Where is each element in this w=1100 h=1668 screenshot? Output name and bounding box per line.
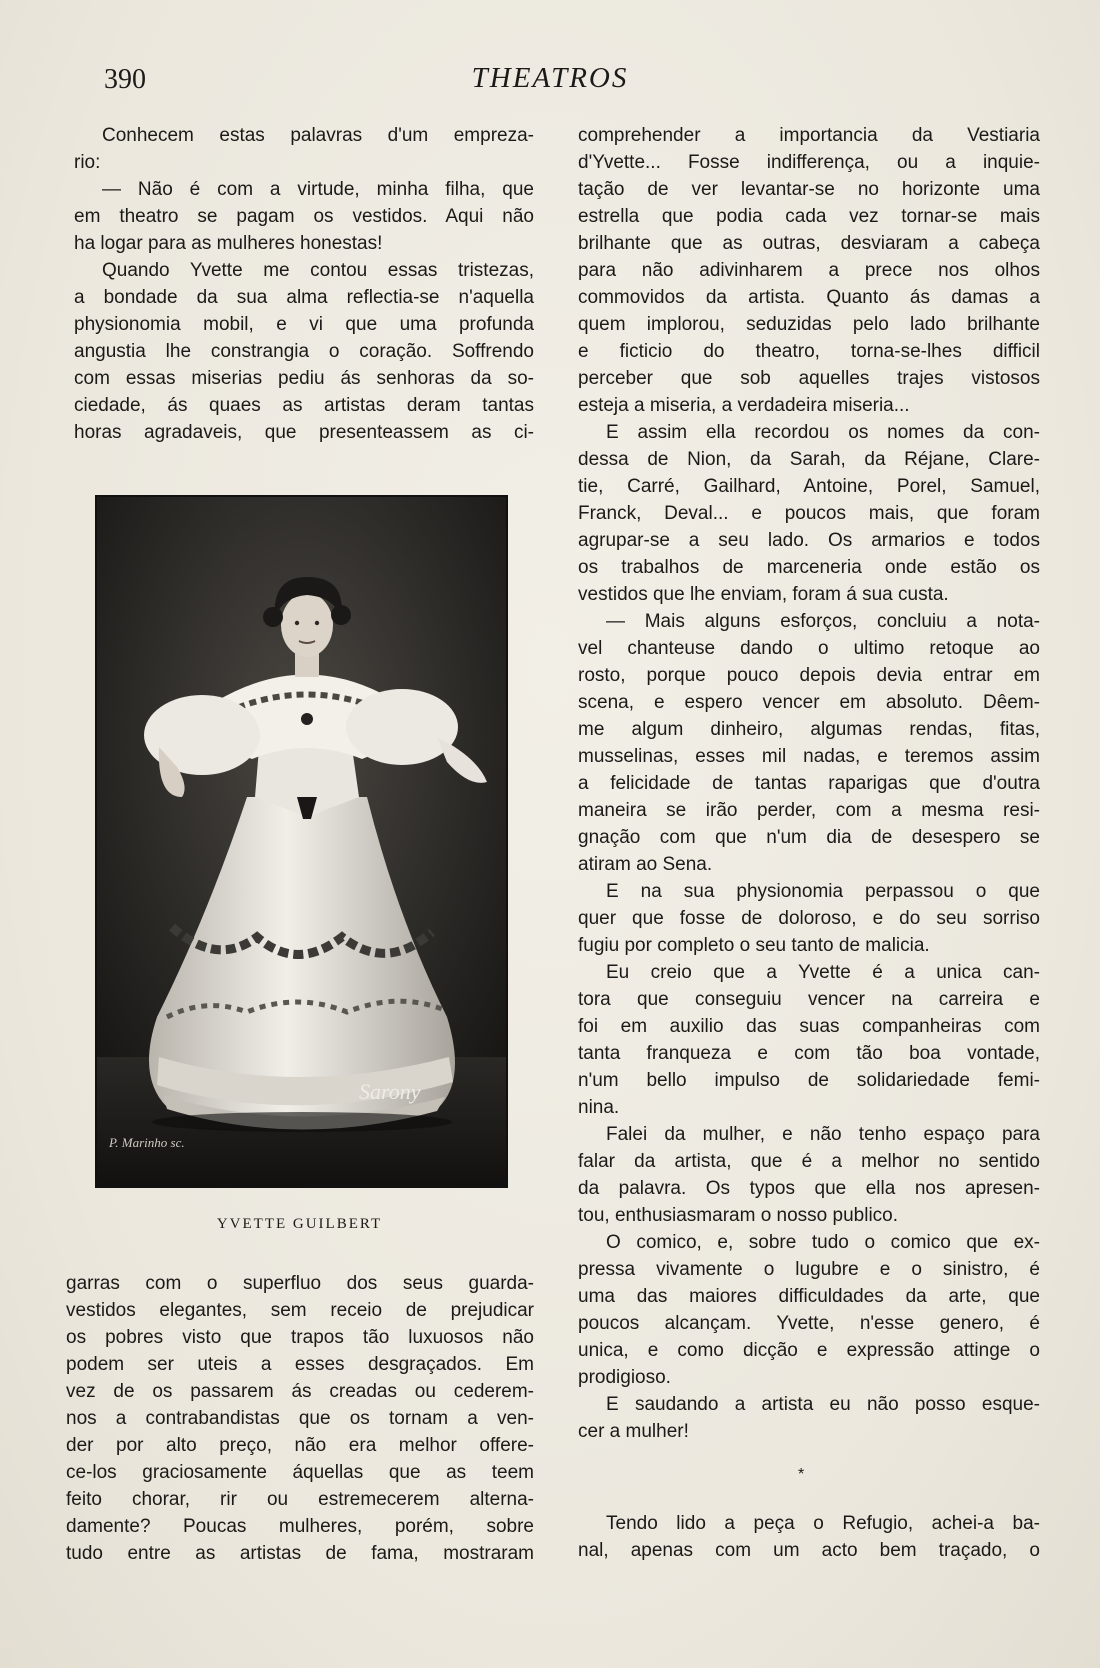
text-line: physionomia mobil, e vi que uma profunda <box>74 314 534 335</box>
text-line: cer a mulher! <box>578 1421 689 1442</box>
text-line: tora que conseguiu vencer na carreira e <box>578 989 1040 1010</box>
text-line: quer que fosse de doloroso, e do seu sorriso <box>578 908 1040 929</box>
text-line: fugiu por completo o seu tanto de malicia. <box>578 935 930 956</box>
text-line: tou, enthusiasmaram o nosso publico. <box>578 1205 899 1226</box>
text-line: tudo entre as artistas de fama, mostraram <box>66 1543 534 1564</box>
figure-caption: YVETTE GUILBERT <box>216 1216 383 1232</box>
text-line: podem ser uteis a esses desgraçados. Em <box>66 1354 534 1375</box>
text-line: vel chanteuse dando o ultimo retoque ao <box>578 638 1040 659</box>
section-separator: * <box>798 1466 805 1483</box>
text-line: Eu creio que a Yvette é a unica can- <box>606 962 1040 983</box>
page-number: 390 <box>104 64 146 95</box>
text-line: a felicidade de tantas raparigas que d'outra <box>578 773 1040 794</box>
text-line: rio: <box>74 152 101 173</box>
portrait-photograph <box>95 495 508 1188</box>
text-line: atiram ao Sena. <box>578 854 713 875</box>
text-line: poucos alcançam. Yvette, n'esse genero, é <box>578 1313 1040 1334</box>
text-line: commovidos da artista. Quanto ás damas a <box>578 287 1040 308</box>
text-line: Tendo lido a peça o Refugio, achei-a ba- <box>606 1513 1040 1534</box>
text-line: vestidos elegantes, sem receio de prejudicar <box>66 1300 534 1321</box>
text-line: Falei da mulher, e não tenho espaço para <box>606 1124 1040 1145</box>
text-line: Franck, Deval... e poucos mais, que foram <box>578 503 1040 524</box>
left-column-top <box>74 122 534 446</box>
text-line: — Mais alguns esforços, concluiu a nota- <box>606 611 1040 632</box>
text-line: com essas miserias pediu ás senhoras da so- <box>74 368 534 389</box>
text-line: os trabalhos de marceneria onde estão os <box>578 557 1040 578</box>
text-line: musselinas, esses mil nadas, e teremos assim <box>578 746 1040 767</box>
text-line: O comico, e, sobre tudo o comico que ex- <box>606 1232 1040 1253</box>
text-line: feito chorar, rir ou estremecerem alterna- <box>66 1489 534 1510</box>
text-line: tie, Carré, Gailhard, Antoine, Porel, Samuel, <box>578 476 1040 497</box>
text-line: ce-los graciosamente áquellas que as teem <box>66 1462 534 1483</box>
text-line: nina. <box>578 1097 620 1118</box>
text-line: brilhante que as outras, desviaram a cabeça <box>578 233 1040 254</box>
text-line: scena, e espero vencer em absoluto. Dêem- <box>578 692 1040 713</box>
text-line: quem implorou, seduzidas pelo lado brilhante <box>578 314 1040 335</box>
text-line: E na sua physionomia perpassou o que <box>606 881 1040 902</box>
text-line: tação de ver levantar-se no horizonte uma <box>578 179 1040 200</box>
text-line: vestidos que lhe enviam, foram á sua custa. <box>578 584 949 605</box>
text-line: ha logar para as mulheres honestas! <box>74 233 383 254</box>
text-line: uma das maiores difficuldades da arte, que <box>578 1286 1040 1307</box>
text-line: unica, e como dicção e expressão attinge o <box>578 1340 1040 1361</box>
text-line: E assim ella recordou os nomes da con- <box>606 422 1040 443</box>
text-line: gnação com que n'um dia de desespero se <box>578 827 1040 848</box>
text-line: estrella que podia cada vez tornar-se mais <box>578 206 1040 227</box>
text-line: n'um bello impulso de solidariedade femi- <box>578 1070 1040 1091</box>
text-line: e ficticio do theatro, torna-se-lhes difficil <box>578 341 1040 362</box>
text-line: — Não é com a virtude, minha filha, que <box>102 179 534 200</box>
text-line: Quando Yvette me contou essas tristezas, <box>102 260 534 281</box>
text-line: d'Yvette... Fosse indifferença, ou a inquie- <box>578 152 1040 173</box>
text-line: os pobres visto que trapos tão luxuosos não <box>66 1327 534 1348</box>
text-line: nos a contrabandistas que os tornam a ven- <box>66 1408 534 1429</box>
text-line: ciedade, ás quaes as artistas deram tantas <box>74 395 534 416</box>
running-title: THEATROS <box>471 62 629 94</box>
text-line: para não adivinharem a prece nos olhos <box>578 260 1040 281</box>
text-line: maneira se irão perder, com a mesma resi- <box>578 800 1040 821</box>
right-column <box>578 122 1040 1445</box>
text-line: comprehender a importancia da Vestiaria <box>578 125 1040 146</box>
text-line: esteja a miseria, a verdadeira miseria... <box>578 395 910 416</box>
text-line: Conhecem estas palavras d'um empreza- <box>102 125 534 146</box>
text-line: perceber que sob aquelles trajes vistosos <box>578 368 1040 389</box>
text-line: agrupar-se a seu lado. Os armarios e todos <box>578 530 1040 551</box>
engraver-signature: P. Marinho sc. <box>109 1135 185 1150</box>
text-line: pressa vivamente o lugubre e o sinistro, é <box>578 1259 1040 1280</box>
text-line: horas agradaveis, que presenteassem as ci- <box>74 422 534 443</box>
text-line: der por alto preço, não era melhor offere- <box>66 1435 534 1456</box>
text-line: E saudando a artista eu não posso esque- <box>606 1394 1040 1415</box>
text-line: me algum dinheiro, algumas rendas, fitas, <box>578 719 1040 740</box>
text-line: em theatro se pagam os vestidos. Aqui não <box>74 206 534 227</box>
text-line: damente? Poucas mulheres, porém, sobre <box>66 1516 534 1537</box>
text-line: da palavra. Os typos que ella nos apresen- <box>578 1178 1040 1199</box>
text-line: garras com o superfluo dos seus guarda- <box>66 1273 534 1294</box>
text-line: falar da artista, que é a melhor no sentido <box>578 1151 1040 1172</box>
text-line: tanta franqueza e com tão boa vontade, <box>578 1043 1040 1064</box>
photographer-signature: Sarony <box>359 1079 421 1104</box>
text-line: dessa de Nion, da Sarah, da Réjane, Clare- <box>578 449 1040 470</box>
text-line: foi em auxilio das suas companheiras com <box>578 1016 1040 1037</box>
text-line: nal, apenas com um acto bem traçado, o <box>578 1540 1040 1561</box>
text-line: rosto, porque pouco depois devia entrar em <box>578 665 1040 686</box>
left-column-bottom <box>66 1270 534 1567</box>
right-column-end <box>578 1510 1040 1564</box>
text-line: prodigioso. <box>578 1367 671 1388</box>
text-line: a bondade da sua alma reflectia-se n'aquella <box>74 287 534 308</box>
portrait-illustration <box>97 497 506 1186</box>
text-line: angustia lhe constrangia o coração. Soffrendo <box>74 341 534 362</box>
text-line: vez de os passarem ás creadas ou cederem- <box>66 1381 534 1402</box>
